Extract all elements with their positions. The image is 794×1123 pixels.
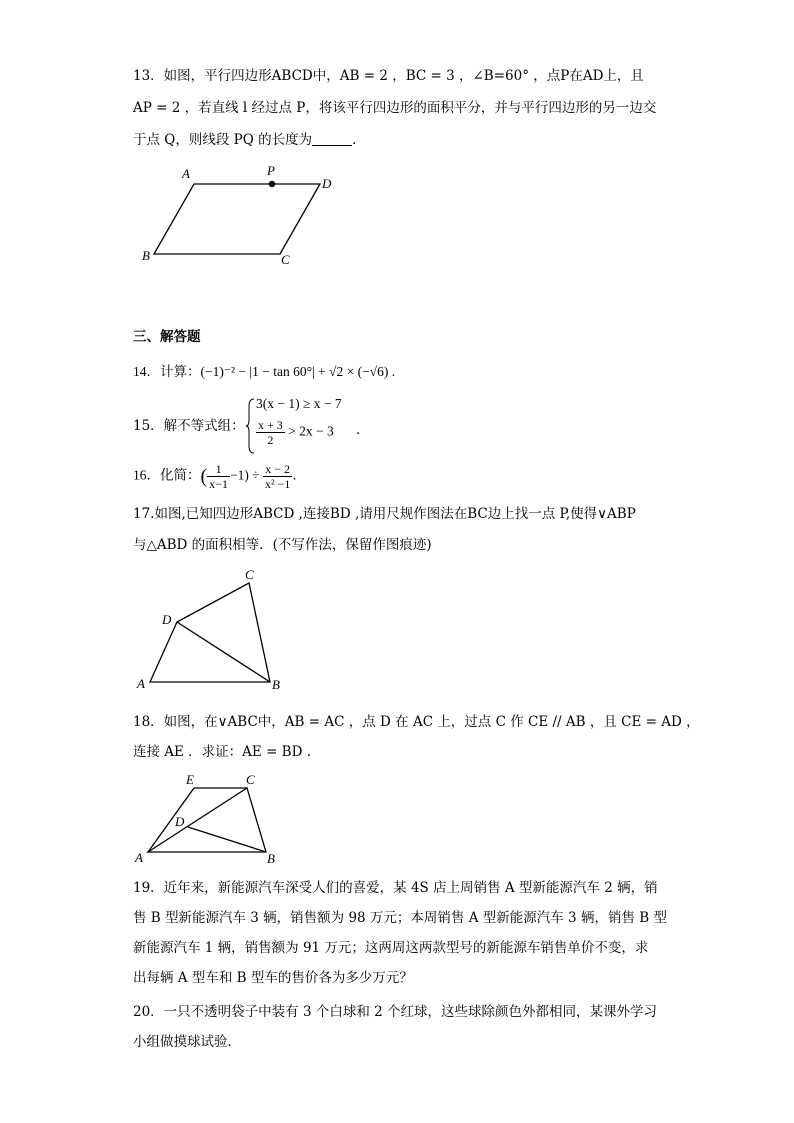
inequality-2: [256, 418, 334, 447]
q20-line1: 20．一只不透明袋子中装有 3 个白球和 2 个红球，这些球除颜色外都相同，某课外学习: [133, 1004, 658, 1020]
fraction-numerator: x − 2: [263, 462, 292, 477]
label-b: B: [267, 851, 275, 866]
q19-line2: 售 B 型新能源汽车 3 辆，销售额为 98 万元；本周销售 A 型新能源汽车 3 辆，销售 B 型: [133, 910, 667, 926]
q18-line2: 连接 AE ．求证：AE = BD ．: [133, 744, 321, 760]
label-e: E: [186, 772, 194, 787]
q16-end: ．: [292, 467, 306, 483]
q16-fraction-2: [263, 462, 292, 491]
q17-line2: 与△ABD 的面积相等．(不写作法，保留作图痕迹): [133, 537, 432, 553]
quadrilateral-figure: [132, 565, 292, 695]
label-p: P: [267, 163, 275, 178]
label-b: B: [272, 677, 280, 692]
segment-ae: [148, 788, 194, 852]
label-b: B: [142, 248, 150, 263]
label-c: C: [281, 252, 290, 267]
q16-open-paren: (: [200, 465, 208, 488]
inequality-2-fraction: [256, 418, 285, 447]
fraction-denominator: x² −1: [264, 477, 291, 491]
parallelogram-figure: [130, 158, 350, 270]
q15-end: ．: [356, 422, 370, 438]
label-c: C: [245, 567, 254, 582]
q13-line3-end: ．: [352, 132, 366, 148]
inequality-1: 3(x − 1) ≥ x − 7: [256, 396, 342, 411]
section-title: 三、解答题: [133, 329, 201, 345]
inequality-system: [246, 396, 366, 456]
parallelogram-shape: [154, 184, 320, 254]
q19-line3: 新能源汽车 1 辆，销售额为 91 万元；这两周这两款型号的新能源车销售单价不变，求: [133, 940, 649, 956]
point-p-dot: [269, 181, 275, 187]
q13-line3-text: 于点 Q，则线段 PQ 的长度为: [133, 132, 313, 148]
triangle-abc: [148, 788, 266, 852]
segment-bd: [188, 827, 266, 852]
quadrilateral-shape: [150, 583, 270, 682]
label-a: A: [137, 676, 145, 691]
fraction-numerator: 1: [207, 462, 230, 477]
brace-icon: [246, 398, 256, 454]
q19-line1: 19．近年来，新能源汽车深受人们的喜爱，某 4S 店上周销售 A 型新能源汽车 2 辆，销: [133, 880, 658, 896]
label-d: D: [322, 176, 332, 191]
q20-line2: 小组做摸球试验．: [133, 1034, 241, 1050]
inequality-2-rest: > 2x − 3: [288, 423, 334, 439]
triangle-figure: [132, 770, 292, 870]
label-c: C: [246, 772, 255, 787]
q16-mid: −1) ÷: [229, 467, 260, 483]
q19-line4: 出每辆 A 型车和 B 型车的售价各为多少万元？: [133, 970, 413, 986]
fraction-denominator: 2: [267, 433, 274, 447]
q13-line3: [133, 130, 366, 150]
q15-prefix: 15．解不等式组：: [133, 418, 245, 434]
q13-line1: 13．如图，平行四边形ABCD中，AB = 2 ，BC = 3 ，∠B=60° ，点P在AD上，且: [133, 68, 644, 84]
q13-line2: AP = 2 ，若直线 l 经过点 P，将该平行四边形的面积平分，并与平行四边形的另一边交: [133, 100, 657, 116]
q16-prefix: 16．化简：: [133, 467, 201, 483]
q16-fraction-1: [207, 462, 230, 491]
label-d: D: [175, 814, 185, 829]
diagonal-bd: [177, 622, 270, 682]
q17-line1: 17.如图,已知四边形ABCD ,连接BD ,请用尺规作图法在BC边上找一点 P,使得∨ABP: [133, 506, 636, 522]
label-d: D: [162, 612, 172, 627]
q18-line1: 18．如图，在∨ABC中，AB = AC ，点 D 在 AC 上，过点 C 作 CE // AB ，且 CE = AD ，: [133, 714, 700, 730]
q16-line: [133, 462, 306, 491]
label-a: A: [135, 850, 143, 865]
answer-blank: [312, 131, 352, 146]
fraction-denominator: x−1: [209, 477, 228, 491]
label-a: A: [182, 166, 190, 181]
q14-text: 14．计算：(−1)⁻² − |1 − tan 60°| + √2 × (−√6) .: [133, 364, 396, 379]
fraction-numerator: x + 3: [258, 418, 283, 432]
